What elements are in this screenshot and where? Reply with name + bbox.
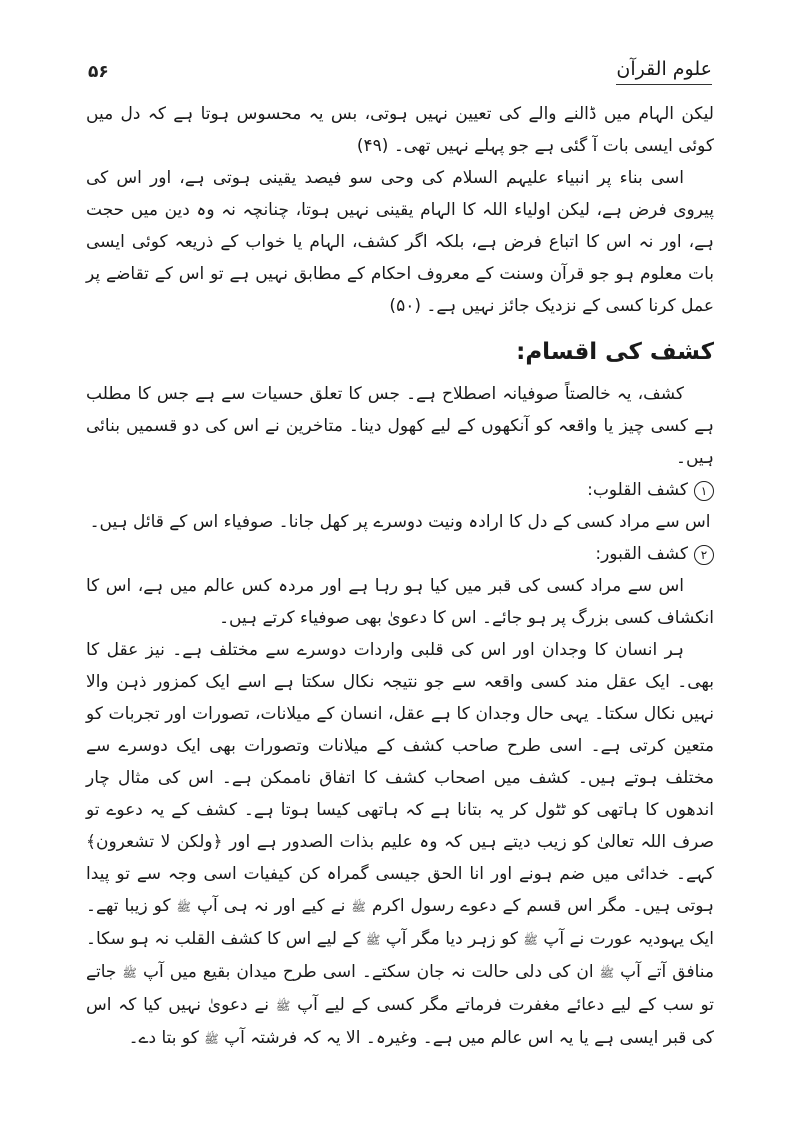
quran-quote: ﴿ولکن لا تشعرون﴾ — [86, 832, 223, 852]
paragraph-1-text: لیکن الہام میں ڈالنے والے کی تعیین نہیں ہوتی، بس یہ محسوس ہوتا ہے کہ دل میں کوئی ایسی بات آ گئی ہے جو پہلے نہیں تھی۔ — [86, 104, 714, 156]
p4-part-b: کہے۔ خدائی میں ضم ہونے اور انا الحق جیسی گمراہ کن کیفیات اسی وجہ سے تو پیدا ہوتی ہیں۔ مگر اس قسم کے دعوے رسول اکرم — [86, 864, 714, 916]
salawat-icon: ﷺ — [122, 966, 137, 980]
p4-part-i: نے دعویٰ نہیں کیا کہ اس کی قبر ایسی ہے یا یہ اس عالم میں ہے۔ وغیرہ۔ الا یہ کہ فرشتہ آپ — [86, 995, 714, 1048]
section-heading: کشف کی اقسام: — [516, 339, 714, 365]
number-1-badge: ۱ — [694, 481, 714, 501]
p4-part-a: ہر انسان کا وجدان اور اس کی قلبی واردات دوسرے سے مختلف ہے۔ نیز عقل کا بھی۔ ایک عقل مند کسی واقعہ سے جو نتیجہ نکال سکتا ہے اسے ایک کمزور ذہن والا نہیں نکال سکتا۔ یہی حال وجدان کا ہے عقل، انسان کے میلانات، تصورات اور تجربات کو متعین کرتی ہے۔ اسی طرح صاحب کشف کے میلانات وتصورات بھی ایک دوسرے سے مختلف ہوتے ہیں۔ کشف میں اصحاب کشف کا اتفاق ناممکن ہے۔ اس کی مثال چار اندھوں کا ہاتھی کو ٹٹول کر یہ بتانا ہے کہ ہاتھی کیسا ہوتا ہے۔ کشف کے یہ دعوے تو صرف اللہ تعالیٰ کو زیب دیتے ہیں کہ وہ علیم بذات الصدور ہے اور — [86, 640, 714, 852]
p4-part-h: جاتے تو سب کے لیے دعائے مغفرت فرماتے مگر کسی کے لیے آپ — [86, 962, 715, 1015]
type-1-text: اس سے مراد کسی کے دل کا ارادہ ونیت دوسرے پر کھل جانا۔ صوفیاء اس کے قائل ہیں۔ — [89, 512, 711, 532]
p4-part-g: ان کی دلی حالت نہ جان سکتے۔ اسی طرح میدان بقیع میں آپ — [142, 962, 594, 982]
paragraph-3: کشف، یہ خالصتاً صوفیانہ اصطلاح ہے۔ جس کا تعلق حسیات سے ہے جس کا مطلب ہے کسی چیز یا واقعہ کو آنکھوں کے لیے کھول دینا۔ متاخرین نے اس کی دو قسمیں بنائی ہیں۔ — [86, 384, 714, 468]
footnote-ref-50: (۵۰) — [389, 296, 421, 316]
p4-part-e: کو زہر دیا مگر آپ — [385, 929, 518, 949]
type-1-heading — [86, 474, 714, 506]
p4-part-c: نے کیے اور نہ ہی آپ — [197, 896, 346, 916]
type-2-heading — [86, 538, 714, 570]
salawat-icon: ﷺ — [599, 966, 615, 980]
salawat-icon: ﷺ — [275, 999, 291, 1013]
footnote-ref-49: (۴۹) — [356, 136, 389, 156]
running-head-title: علوم القرآن — [616, 58, 712, 85]
p4-part-d: کو زیبا تھے۔ ایک یہودیہ عورت نے آپ — [86, 896, 715, 949]
type-1-title: کشف القلوب: — [587, 480, 688, 500]
salawat-icon: ﷺ — [351, 900, 366, 914]
paragraph-2 — [86, 162, 714, 322]
paragraph-2-text: اسی بناء پر انبیاء علیہم السلام کی وحی سو فیصد یقینی ہوتی ہے، اور اس کی پیروی فرض ہے، لیکن اولیاء اللہ کا الہام یقینی نہیں ہوتا، چنانچہ نہ وہ دین میں حجت ہے، اور نہ اس کا اتباع فرض ہے، بلکہ اگر کشف، الہام یا خواب کے ذریعہ کوئی ایسی بات معلوم ہو جو قرآن وسنت کے معروف احکام کے مطابق نہیں ہے تو اس کے تقاضے پر عمل کرنا کسی کے نزدیک جائز نہیں ہے۔ — [86, 168, 714, 316]
salawat-icon: ﷺ — [365, 933, 381, 947]
salawat-icon: ﷺ — [523, 933, 538, 947]
p4-part-j: کو بتا دے۔ — [128, 1028, 199, 1048]
number-2-badge: ۲ — [694, 545, 714, 565]
type-2-text: اس سے مراد کسی کی قبر میں کیا ہو رہا ہے اور مردہ کس عالم میں ہے، اس کا انکشاف کسی بزرگ پر ہو جائے۔ اس کا دعویٰ بھی صوفیاء کرتے ہیں۔ — [86, 576, 714, 628]
salawat-icon: ﷺ — [204, 1032, 219, 1046]
type-2-title: کشف القبور: — [595, 544, 688, 564]
paragraph-1 — [86, 98, 714, 162]
page-number: ۵۶ — [88, 62, 109, 82]
p4-part-f: کے لیے اس کا کشف القلب نہ ہو سکا۔ منافق آتے آپ — [86, 929, 715, 982]
salawat-icon: ﷺ — [176, 900, 192, 914]
page-body — [86, 98, 714, 1055]
paragraph-4 — [86, 634, 714, 1055]
